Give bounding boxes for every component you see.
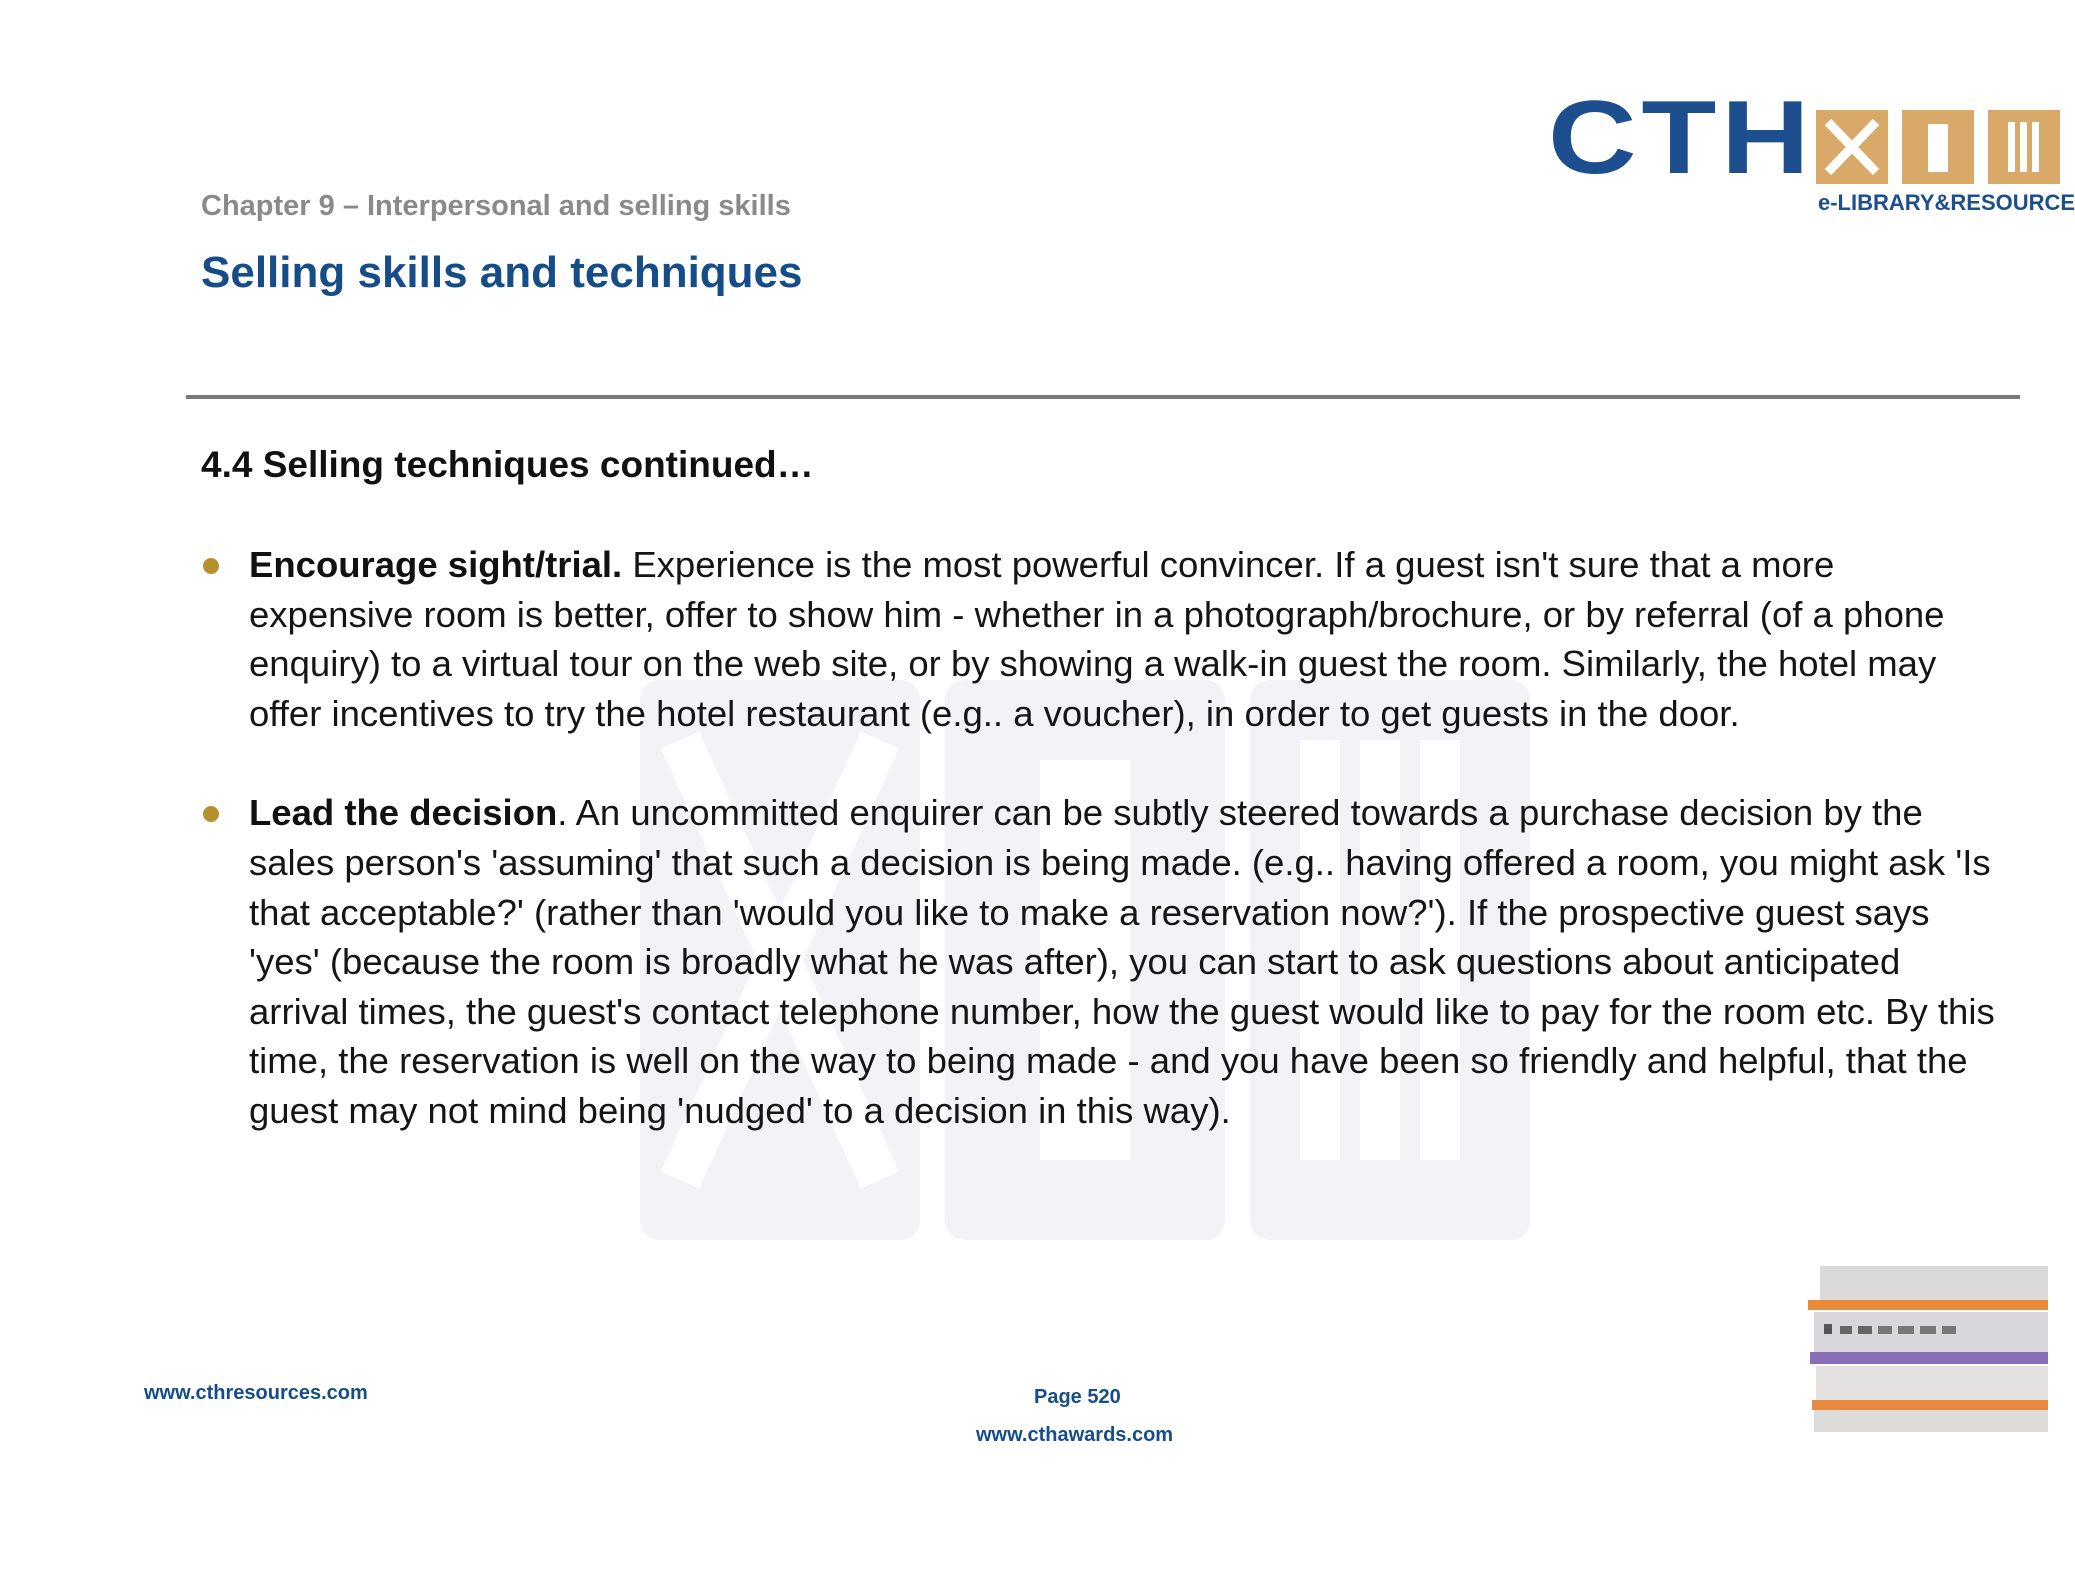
laptop-stack-image: [1804, 1262, 2048, 1432]
bullet-item: [201, 788, 2006, 1135]
bullet-text: Experience is the most powerful convincer. If a guest isn't sure that a more expensive room is better, offer to show him - whether in a photograph/brochure, or by referral (of a phone enquiry) to a virtual tour on the web site, or by showing a walk-in guest the room. Similarly, the hotel may offer incentives to try the hotel restaurant (e.g.. a voucher), in order to get guests in the door.: [249, 544, 1945, 734]
bullet-dot-icon: [203, 806, 219, 822]
logo-subtitle: e-LIBRARY&RESOURCE: [1818, 190, 2075, 215]
bullet-dot-icon: [203, 558, 219, 574]
page-number: Page 520: [1034, 1386, 1121, 1408]
section-heading: 4.4 Selling techniques continued…: [201, 444, 814, 485]
footer-awards-link[interactable]: www.cthawards.com: [976, 1424, 1174, 1446]
footer-resources-link[interactable]: www.cthresources.com: [144, 1382, 368, 1404]
page-title: Selling skills and techniques: [201, 248, 803, 297]
logo-wordmark: CTH: [1548, 80, 1815, 196]
bullet-item: [201, 540, 2006, 738]
bullet-lead: Encourage sight/trial.: [249, 544, 623, 585]
cth-logo: [1548, 80, 2075, 220]
chapter-label: Chapter 9 – Interpersonal and selling skills: [201, 190, 791, 222]
header-divider: [186, 395, 2020, 399]
bullet-lead: Lead the decision: [249, 792, 558, 834]
bullet-text: . An uncommitted enquirer can be subtly steered towards a purchase decision by the sales person's 'assuming' that such a decision is being made. (e.g.. having offered a room, you might ask 'Is that acceptable?' (rather than 'would you like to make a reservation now?'). If the prospective guest says 'yes' (because the room is broadly what he was after), you can start to ask questions about anticipated arrival times, the guest's contact telephone number, how the guest would like to pay for the room etc. By this time, the reservation is well on the way to being made - and you have been so friendly and helpful, that the guest may not mind being 'nudged' to a decision in this way).: [249, 792, 1995, 1131]
bullet-list: [201, 540, 2006, 1186]
logo-tiles-icon: [1816, 110, 2056, 184]
